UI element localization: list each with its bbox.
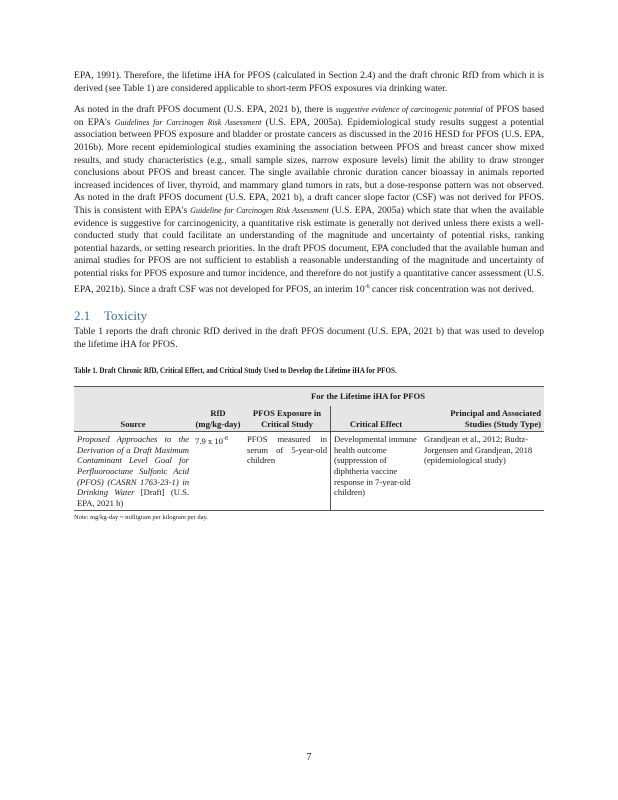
- italic-guideline-title: Guideline for Carcinogen Risk Assessment: [190, 205, 329, 215]
- table-column-header-row: [74, 406, 544, 432]
- paragraph-lifetime-iha: EPA, 1991). Therefore, the lifetime iHA for PFOS (calculated in Section 2.4) and the draft chronic RfD from which it is derived (see Table 1) are considered applicable to short-term PFOS exposures via drinking water.: [74, 70, 544, 94]
- section-heading: [74, 308, 544, 324]
- cell-exposure: PFOS measured in serum of 5-year-old children: [244, 432, 331, 511]
- italic-term: suggestive evidence of carcinogenic potential: [335, 105, 483, 115]
- rfd-exponent: -8: [222, 436, 228, 443]
- column-header-rfd: RfD (mg/kg-day): [192, 406, 244, 432]
- source-title: Proposed Approaches to the Derivation of a Draft Maximum Contaminant Level Goal for Perfluorooctane Sulfonic Acid (PFOS) (CASRN 1763-23-1) in Drinking Water: [77, 434, 189, 498]
- text-segment: As noted in the draft PFOS document (U.S. EPA, 2021 b), there is: [74, 104, 336, 116]
- table-header-blank: [74, 387, 192, 406]
- text-segment: of PFOS based on EPA's: [74, 104, 545, 128]
- text-segment: cancer risk concentration was not derived.: [369, 283, 534, 295]
- text-segment: (U.S. EPA, 2005a). Epidemiological study results suggest a potential association between PFOS exposure and bladder or prostate cancers as discussed in the 2016 HESD for PFOS (U.S. EPA, 2016b). More recent epidemiological studies examining the association between PFOS and breast cancer show mixed results, and study characteristics (e.g., small sample sizes, narrow exposure levels) limit the ability to draw stronger conclusions about PFOS and breast cancer. The single available chronic duration cancer bioassay in animals reported increased incidences of liver, thyroid, and mammary gland tumors in rats, but a dose-response pattern was not observed. As noted in the draft PFOS document (U.S. EPA, 2021 b), a draft cancer slope factor (CSF) was not derived for PFOS. This is consistent with EPA's: [74, 116, 544, 216]
- cell-studies: Grandjean et al., 2012; Budtz-Jorgensen and Grandjean, 2018 (epidemiological study): [421, 432, 544, 511]
- paragraph-table-intro: Table 1 reports the draft chronic RfD derived in the draft PFOS document (U.S. EPA, 2021 b) that was used to develop the lifetime iHA for PFOS.: [74, 326, 544, 350]
- document-page: [74, 70, 544, 521]
- paragraph-carcinogenicity: [74, 104, 544, 296]
- cell-source: [74, 432, 192, 511]
- italic-guideline-title: Guidelines for Carcinogen Risk Assessment: [114, 117, 262, 127]
- page-number: 7: [306, 752, 312, 763]
- table-note: Note: mg/kg-day = milligram per kilogram per day.: [74, 514, 208, 522]
- superscript-exponent: -6: [364, 283, 370, 290]
- section-title: Toxicity: [104, 308, 148, 324]
- source-citation: [Draft] (U.S. EPA, 2021 b): [77, 487, 189, 508]
- column-header-source: Source: [74, 406, 192, 432]
- rfd-table: [74, 386, 544, 511]
- table-group-header-row: [74, 387, 544, 406]
- cell-critical-effect: Developmental immune health outcome (suppression of diphtheria vaccine response in 7-year-old children): [331, 432, 422, 511]
- table-row: [74, 432, 544, 511]
- cell-rfd: [192, 432, 244, 511]
- table-group-header: For the Lifetime iHA for PFOS: [192, 387, 544, 406]
- text-segment: (U.S. EPA, 2005a) which state that when the available evidence is suggestive for carcinogenicity, a quantitative risk estimate is generally not derived unless there exists a well-conducted study that could facilitate an understanding of the magnitude and uncertainty of potential risks, ranking potential hazards, or setting research priorities. In the draft PFOS document, EPA concluded that the available human and animal studies for PFOS are not sufficient to establish a reasonable understanding of the magnitude and uncertainty of potential risks for PFOS exposure and tumor incidence, and therefore do not justify a quantitative cancer assessment (U.S. EPA, 2021b). Since a draft CSF was not developed for PFOS, an interim 10: [74, 204, 544, 295]
- column-header-exposure: PFOS Exposure in Critical Study: [244, 406, 331, 432]
- rfd-base: 7.9 x 10: [195, 436, 223, 447]
- column-header-studies: Principal and Associated Studies (Study Type): [421, 406, 544, 432]
- table-caption: Table 1. Draft Chronic RfD, Critical Effect, and Critical Study Used to Develop the Lifetime iHA for PFOS.: [74, 365, 397, 376]
- column-header-critical-effect: Critical Effect: [331, 406, 422, 432]
- section-number: 2.1: [74, 308, 91, 324]
